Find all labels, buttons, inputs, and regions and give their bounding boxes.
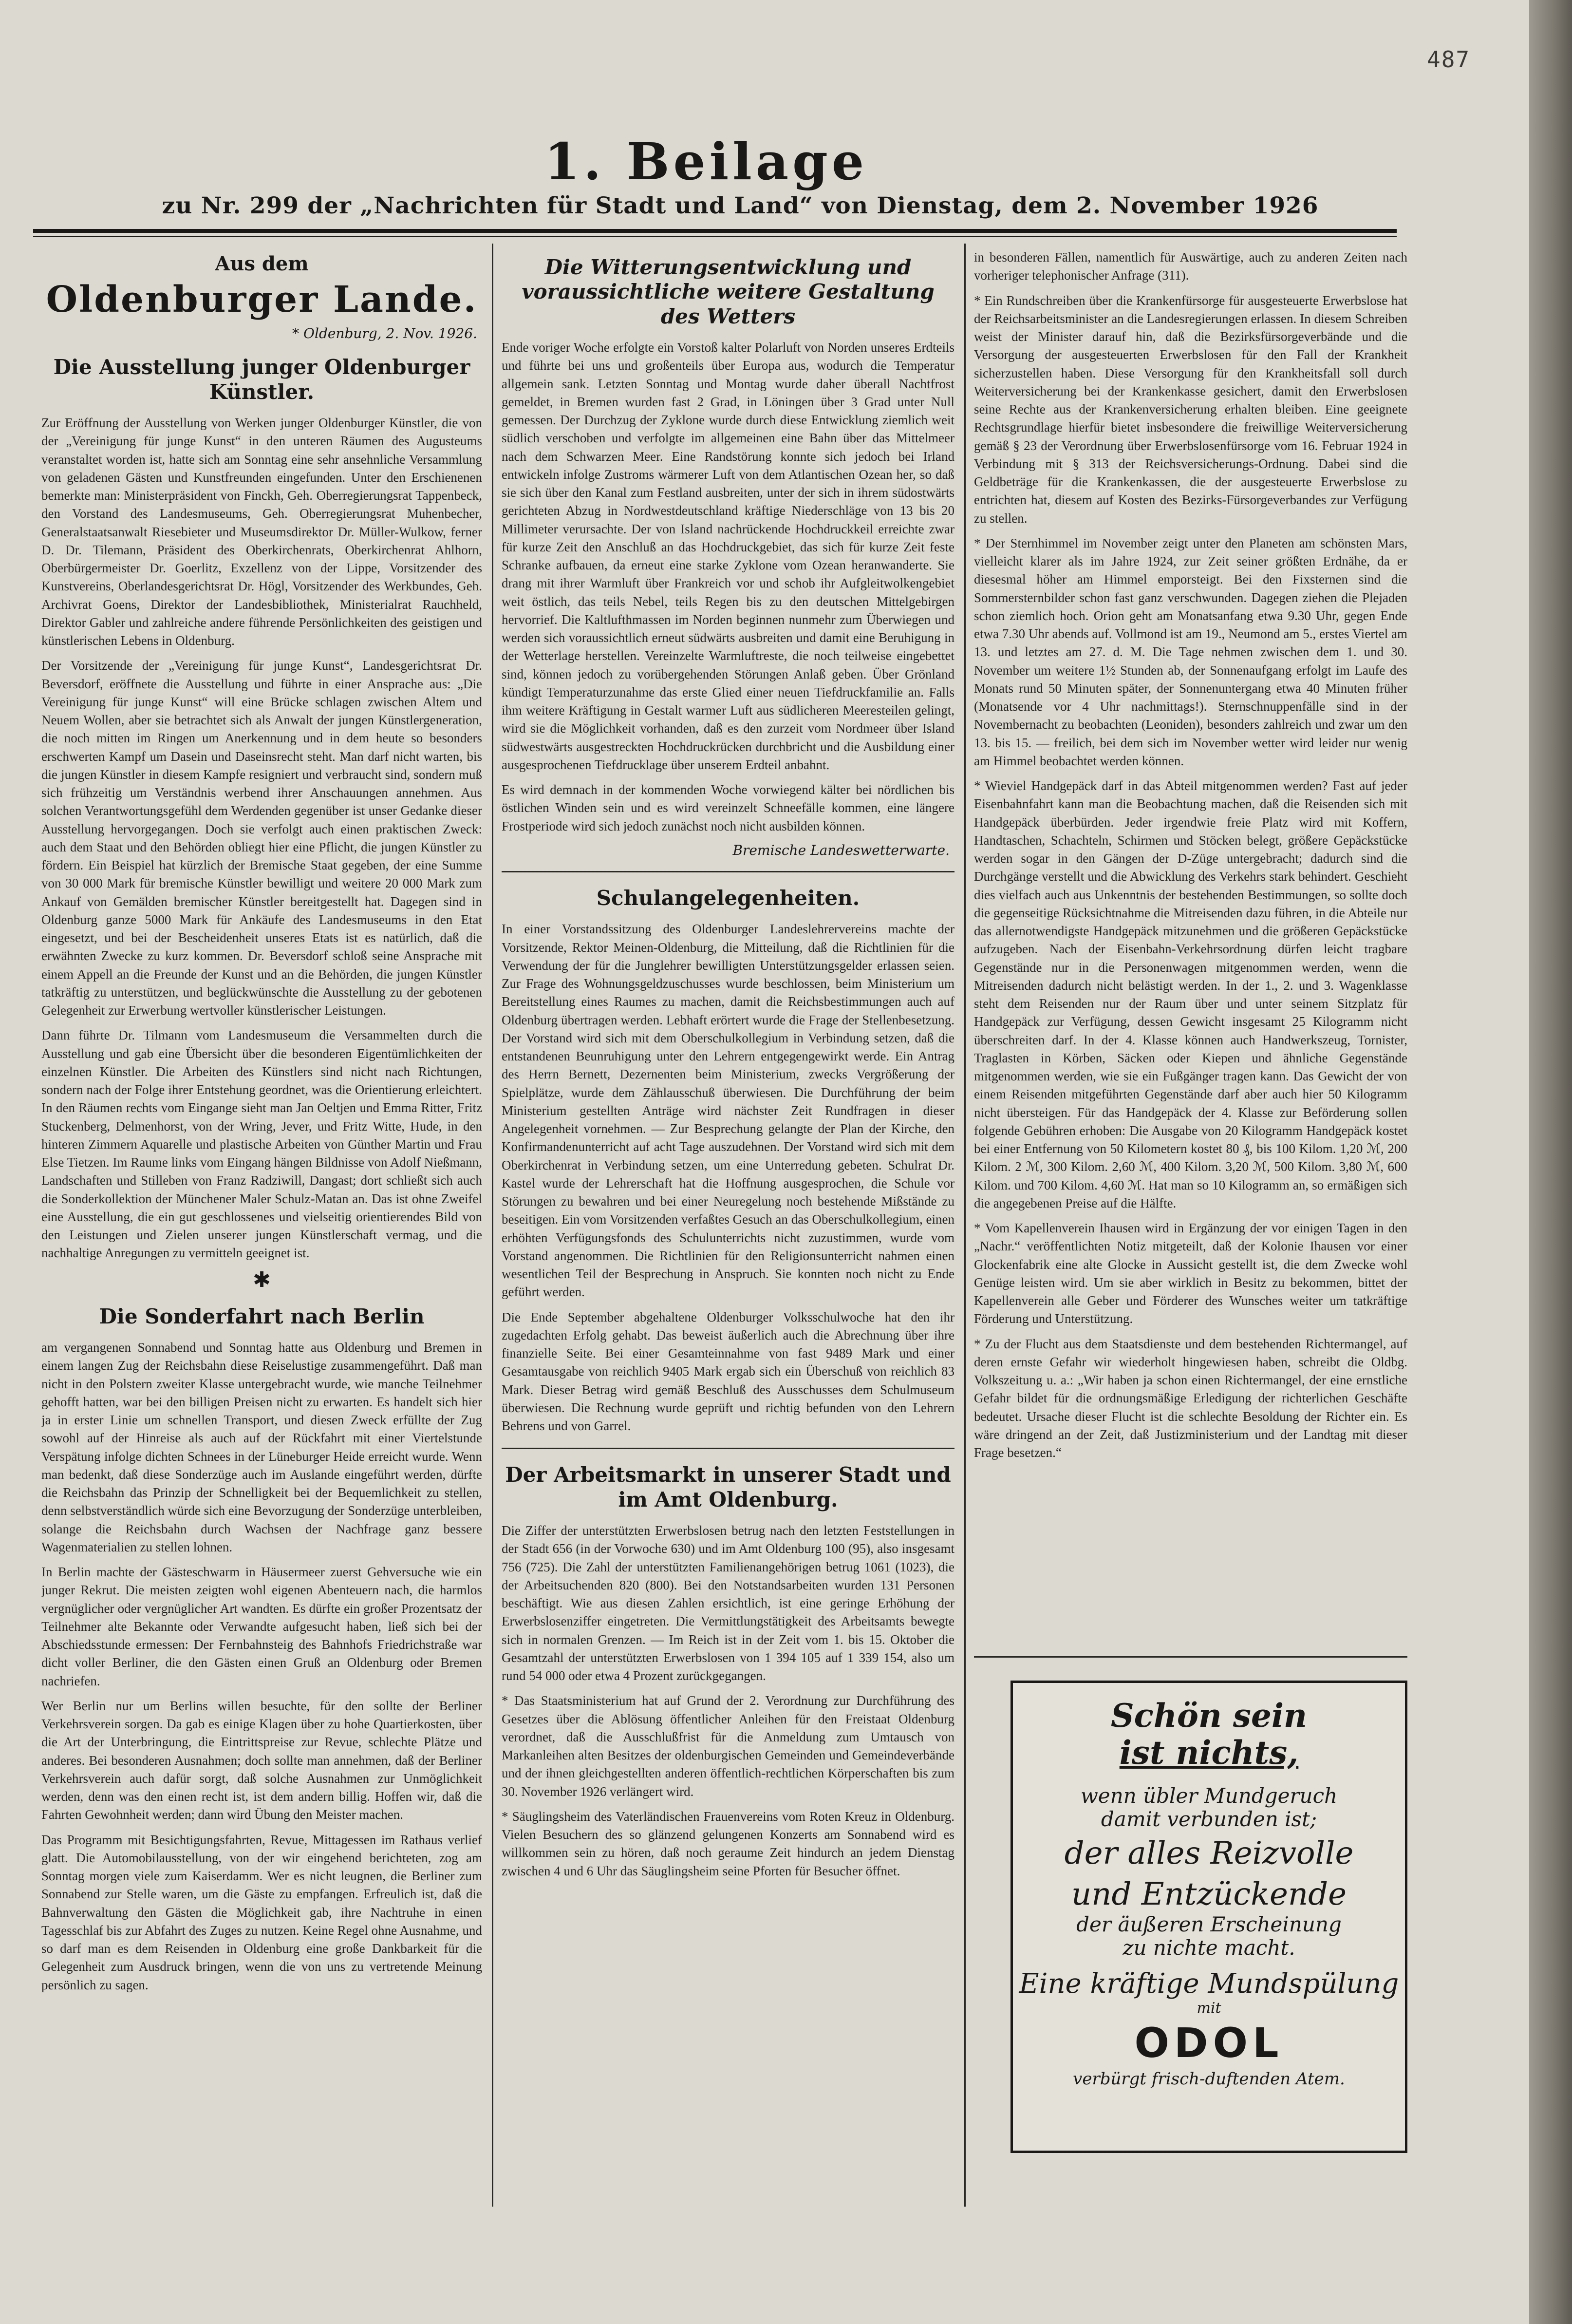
ad-line: und Entzückende	[1071, 1876, 1347, 1912]
column-3	[974, 248, 1407, 1661]
ad-top-rule	[974, 1656, 1407, 1658]
article-paragraph: Das Programm mit Besichtigungsfahrten, Revue, Mittagessen im Rathaus verlief glatt. Die Automobilausstellung, von der wir eingehend berichteten, zog am Sonntag morgen viele zum Kaiserdamm. Wer es nicht leugnen, die Berliner zum Sonnabend zur Stelle waren, um die Gäste zu empfangen. Erfreulich ist, daß die Bahnverwaltung den Gästen die Möglichkeit gab, ihre Nachtruhe in einen Tagesschlaf bis zur Abfahrt des Zuges zu nutzen. Keine Regel ohne Ausnahme, und so darf man es dem Reisenden in Oldenburg eine große Dankbarkeit für die Gelegenheit zum Ausdruck bringen, wenn die von uns zu vertretende Meinung persönlich zu sagen.	[41, 1832, 482, 1992]
article-paragraph: Es wird demnach in der kommenden Woche vorwiegend kälter bei nördlichen bis östlichen Winden sein und es wird vereinzelt Schneefälle kommen, eine längere Frostperiode wird sich jedoch zunächst noch nicht ausbilden können.	[502, 782, 954, 833]
article-separator	[502, 871, 954, 872]
article-paragraph: In einer Vorstandssitzung des Oldenburger Landeslehrervereins machte der Vorsitzende, Rektor Meinen-Oldenburg, die Mitteilung, daß die Richtlinien für die Verwendung der für die Junglehrer bewilligten Unterstützungsgelder erlassen seien. Zur Frage des Wohnungsgeldzuschusses wurde beschlossen, beim Ministerium um Bereitstellung eines Raumes zu machen, damit die Reichsbestimmungen auch auf Oldenburg übertragen werden. Lebhaft erörtert wurde die Frage der Stellenbesetzung. Der Vorstand wird sich mit dem Oberschulkollegium in Verbindung setzen, daß die entstandenen Beunruhigung unter den Lehrern entgegengewirkt werde. Ein Antrag des Herrn Bernett, Dezernenten beim Ministerium, zwecks Vergrößerung der Spielplätze, wurde dem Zählausschuß überwiesen. Die Durchführung der beim Ministerium gestellten Anträge wird nächster Zeit Rundfragen in dieser Angelegenheit vornehmen. — Zur Besprechung gelangte der Plan der Kirche, den Konfirmandenunterricht auf acht Tage auszudehnen. Der Vorstand wird sich mit dem Oberkirchenrat in Verbindung setzen, um eine Unterredung gebeten. Schulrat Dr. Kastel wurde der Lehrerschaft hat die Hoffnung ausgesprochen, die Schule vor Störungen zu bewahren und bei einer Neuregelung noch bestehende Mißstände zu beseitigen. Ein vom Vorsitzenden verfaßtes Gesuch an das Oberschulkollegium, einen erhöhten Verfügungsfonds des Schulunterrichts nicht zuzustimmen, wurde vom Vorstand angenommen. Die Richtlinien für den Religionsunterricht nahmen einen wesentlichen Teil der Besprechung in Anspruch. Sie konnten noch nicht zu Ende geführt werden.	[502, 922, 954, 1300]
ad-line: wenn übler Mundgeruch	[1080, 1783, 1338, 1808]
section-kicker: Aus dem	[215, 252, 309, 275]
ad-line: damit verbunden ist;	[1101, 1807, 1317, 1832]
article-headline: Die Ausstellung junger Oldenburger Künstler.	[53, 355, 470, 404]
ad-line: ist nichts,	[1119, 1733, 1299, 1772]
column-divider	[492, 244, 493, 2207]
ad-line: verbürgt frisch-duftenden Atem.	[1073, 2069, 1345, 2089]
masthead-rule-thin	[33, 236, 1397, 237]
article-paragraph: * Vom Kapellenverein Ihausen wird in Ergänzung der vor einigen Tagen in den „Nachr.“ veröffentlichten Notiz mitgeteilt, daß der Kolonie Ihausen vor einer Glockenfabrik eine alte Glocke in Aussicht gestellt ist, die dem Zwecke wohl Genüge leisten wird. Um sie aber wirklich in Besitz zu bekommen, bittet der Kapellenverein alle Geber und Förderer des Wunsches weiter um tatkräftige Förderung und Unterstützung.	[974, 1221, 1407, 1326]
article-paragraph: Die Ziffer der unterstützten Erwerbslosen betrug nach den letzten Feststellungen in der Stadt 656 (in der Vorwoche 630) und im Amt Oldenburg 100 (95), also insgesamt 756 (725). Die Zahl der unterstützten Familienangehörigen betrug 1061 (1023), die der Arbeitsuchenden 820 (800). Bei den Notstandsarbeiten wurden 131 Personen beschäftigt. Wie aus diesen Zahlen ersichtlich, ist eine geringe Erhöhung der Erwerbslosenziffer eingetreten. Die Vermittlungstätigkeit des Arbeitsamts bewegte sich in normalen Grenzen. — Im Reich ist in der Zeit vom 1. bis 15. Oktober die Gesamtzahl der unterstützten Erwerbslosen von 1 394 105 auf 1 339 154, also um rund 54 000 oder etwa 4 Prozent zurückgegangen.	[502, 1523, 954, 1683]
ad-line: Schön sein	[1110, 1697, 1308, 1735]
ad-line: Eine kräftige Mundspülung	[1019, 1968, 1399, 2000]
ad-line: der äußeren Erscheinung	[1076, 1912, 1342, 1936]
odol-advertisement	[1011, 1681, 1407, 2153]
supplement-title: 1. Beilage	[544, 132, 868, 191]
article-paragraph: * Das Staatsministerium hat auf Grund der 2. Verordnung zur Durchführung des Gesetzes über die Ablösung öffentlicher Anleihen für den Freistaat Oldenburg verordnet, daß die Ausschlußfrist für die Anmeldung zum Umtausch von Markanleihen alten Besitzes der oldenburgischen Gemeinden und Gemeindeverbände und der ihnen gleichgestellten anderen öffentlich-rechtlichen Körperschaften bis zum 30. November 1926 verlängert wird.	[502, 1693, 954, 1799]
article-paragraph: Der Vorsitzende der „Vereinigung für junge Kunst“, Landesgerichtsrat Dr. Beversdorf, eröffnete die Ausstellung und führte in einer Ansprache aus: „Die Vereinigung für junge Kunst“ will eine Brücke schlagen zwischen Altem und Neuem Wollen, aber sie betrachtet sich als Anwalt der jungen Künstlergeneration, die noch mitten im Ringen um Anerkennung und in dem heute so besonders erschwerten Kampf um Dasein und Daseinsrecht steht. Man darf nicht warten, bis die jungen Künstler in diesem Kampfe resigniert und verbraucht sind, sondern muß sich frühzeitig um Verständnis werbend ihrer Anschauungen annehmen. Aus solchen Verantwortungsgefühl dem Werdenden gegenüber ist unser Gedanke dieser Ausstellung hervorgegangen. Doch sie verfolgt auch einen praktischen Zweck: auch dem Staat und den Behörden obliegt hier eine Pflicht, die jungen Künstler zu fördern. Ein Beispiel hat kürzlich der Bremische Staat gegeben, der eine Summe von 30 000 Mark für bremische Künstler bewilligt und weitere 20 000 Mark zum Ankauf von Gemälden bremischer Künstler bereitgestellt hat. Dagegen sind in Oldenburg ganze 5000 Mark für Ankäufe des Landesmuseums in den Etat eingesetzt, und bei der Bescheidenheit unseres Etats ist es natürlich, daß die erwähnten Zwecke zu kurz kommen. Dr. Beversdorf schloß seine Ansprache mit einem Appell an die Freunde der Kunst und an die Behörden, die jungen Künstler tatkräftig zu unterstützen, und beglückwünschte die Ausstellung zu der gebotenen Gelegenheit zur Erwerbung wertvoller künstlerischer Leistungen.	[41, 658, 482, 1018]
article-paragraph: Ende voriger Woche erfolgte ein Vorstoß kalter Polarluft von Norden unseres Erdteils und führte bei uns und großenteils über Europa aus, wodurch die Temperatur allgemein sank. Letzten Sonntag und Montag wurde daher überall Nachtfrost gemeldet, in Bremen wurden fast 2 Grad, in Löningen über 3 Grad unter Null gemessen. Der Durchzug der Zyklone wurde durch diese Entwicklung ziemlich weit südlich verschoben und verfolgte im allgemeinen eine Bahn über das Mittelmeer nach dem Schwarzen Meer. Eine Randstörung konnte sich jedoch bei Irland entwickeln infolge Zustroms wärmerer Luft von dem Atlantischen Ozean her, so daß sie sich über den Kanal zum Festland ausbreiten, unter der sich in ihrem südostwärts gerichteten Abzug in Nordwestdeutschland kräftige Niederschläge von 13 bis 20 Millimeter verursachte. Der von Island nachrückende Hochdruckkeil erreichte zwar für kurze Zeit den Anschluß an das Hochdruckgebiet, das sich für kurze Zeit feste Schranke aufbauen, da erneut eine starke Zyklone vom Ozean heranwanderte. Sie drang mit ihrer Warmluft über Frankreich vor und schob ihr Aufgleitwolkengebiet weit östlich, das teils Nebel, teils Regen bis zu den deutschen Mittelgebirgen hervorrief. Die Kaltlufthmassen im Norden beginnen nunmehr zum Überwiegen und werden sich voraussichtlich erneut südwärts ausbreiten und damit eine Beruhigung in der Wetterlage herstellen. Vereinzelte Warmluftreste, die noch teilweise eingebettet sind, können jedoch zu vorübergehenden Störungen Anlaß geben. Über Grönland kündigt Temperaturzunahme das erste Glied einer neuen Tiefdruckfamilie an. Falls ihm weitere Kräftigung in Gestalt warmer Luft aus südlicheren Meeresteilen gelingt, wird sie die Möglichkeit vorhanden, daß es den zurzeit vom Nordmeer über Island südwestwärts ausgestreckten Hochdruckrücken durchbricht und die Ausbildung einer ausgesprochenen Tiefdrucklage über unserem Erdteil anbahnt.	[502, 340, 954, 772]
column-2	[502, 248, 954, 2207]
ad-line: der alles Reizvolle	[1064, 1835, 1354, 1872]
article-paragraph: * Säuglingsheim des Vaterländischen Frauenvereins vom Roten Kreuz in Oldenburg. Vielen Besuchern des so glänzend gelungenen Konzerts am Sonnabend wird es willkommen sein zu hören, daß noch geraume Zeit hindurch an jedem Dienstag zwischen 4 und 6 Uhr das Säuglingsheim seine Pforten für Besucher öffnet.	[502, 1809, 954, 1878]
dateline: * Oldenburg, 2. Nov. 1926.	[292, 325, 477, 342]
issue-line: zu Nr. 299 der „Nachrichten für Stadt und Land“ von Dienstag, dem 2. November 1926	[162, 192, 1319, 219]
scan-edge	[1529, 0, 1572, 2324]
column-divider	[964, 244, 966, 2207]
article-paragraph: in besonderen Fällen, namentlich für Auswärtige, auch zu anderen Zeiten nach vorheriger telephonischer Anfrage (311).	[974, 250, 1407, 283]
article-paragraph: * Zu der Flucht aus dem Staatsdienste und dem bestehenden Richtermangel, auf deren ernste Gefahr wir wiederholt hingewiesen haben, schreibt die Oldbg. Volkszeitung u. a.: „Wir haben ja schon einen Richtermangel, der eine ernstliche Gefahr bildet für die ordnungsmäßige Erledigung der richterlichen Geschäfte bedeutet. Ursache dieser Flucht ist die schlechte Besoldung der Richter ein. Es wäre dringend an der Zeit, daß Justizministerium und der Landtag mit dieser Frage besetzen.“	[974, 1336, 1407, 1460]
article-separator	[502, 1448, 954, 1449]
article-paragraph: Wer Berlin nur um Berlins willen besuchte, für den sollte der Berliner Verkehrsverein sorgen. Da gab es einige Klagen über zu hohe Quartierkosten, über die Art der Unterbringung, die Eintrittspreise zur Revue, schlechte Plätze und anderes. Bei besonderen Ausnahmen; doch sollte man annehmen, daß der Berliner Verkehrsverein auch dafür sorgt, daß solche Ausnahmen zur Unmöglichkeit werden, denn was den einen recht ist, ist dem andern billig. Hoffen wir, daß die Fahrten Gewohnheit werden; dann wird Übung den Meister machen.	[41, 1698, 482, 1822]
article-paragraph: Die Ende September abgehaltene Oldenburger Volksschulwoche hat den ihr zugedachten Erfolg gehabt. Das beweist äußerlich auch die Abrechnung über ihre finanzielle Seite. Bei einer Gesamteinnahme von fast 9489 Mark und einer Gesamtausgabe von reichlich 9405 Mark ergab sich ein Überschuß von reichlich 83 Mark. Dieser Betrag wird gemäß Beschluß des Ausschusses dem Schulmuseum überwiesen. Die Rechnung wurde geprüft und richtig befunden von den Lehrern Behrens und von Garrel.	[502, 1309, 954, 1434]
article-headline: Der Arbeitsmarkt in unserer Stadt und im Amt Oldenburg.	[505, 1463, 951, 1512]
section-title: Oldenburger Lande.	[46, 279, 478, 321]
article-paragraph: am vergangenen Sonnabend und Sonntag hatte aus Oldenburg und Bremen in einem langen Zug der Reichsbahn diese Reiselustige zusammengeführt. Daß man nicht in den Polstern zweiter Klasse untergebracht wurde, wie manche Teilnehmer gehofft hatten, war bei den billigen Preisen nicht zu erwarten. Es handelt sich hier ja in erster Linie um schnellen Transport, und diesen Zweck erfüllte der Zug sowohl auf der Hinreise als auch auf der Rückfahrt mit einer Viertelstunde Verspätung infolge dichten Schnees in der Lüneburger Heide erreicht wurde. Wenn man bedenkt, daß diese Sonderzüge auch im Auslande eingeführt werden, dürfte die Reichsbahn das Prinzip der Schnelligkeit bei der Bequemlichkeit zu stellen, denn selbstverständlich würde sich eine Bevorzugung der Sonderzüge unterbleiben, solange die Reichsbahn durch Wachsen der Nachfrage ganz bessere Wagenmaterialien zu stellen lohnen.	[41, 1340, 482, 1554]
article-headline: Die Sonderfahrt nach Berlin	[99, 1304, 425, 1328]
column-1	[41, 248, 482, 2207]
ad-line: mit	[1197, 1999, 1221, 2017]
article-byline: Bremische Landeswetterwarte.	[732, 842, 950, 858]
separator-star: ✱	[253, 1267, 271, 1292]
ad-line: zu nichte macht.	[1123, 1935, 1295, 1960]
article-paragraph: Zur Eröffnung der Ausstellung von Werken junger Oldenburger Künstler, die von der „Vereinigung für junge Kunst“ in den unteren Räumen des Augusteums veranstaltet worden ist, hatte sich am Sonntag eine sehr ansehnliche Versammlung von geladenen Gästen und Kunstfreunden eingefunden. Unter den Erschienenen bemerkte man: Ministerpräsident von Finckh, Geh. Oberregierungsrat Tappenbeck, den Vorstand des Landesmuseums, Geh. Oberregierungsrat Muhenbecher, Generalstaatsanwalt Riesebieter und Museumsdirektor Dr. Müller-Wulkow, ferner D. Dr. Tilemann, Präsident des Oberkirchenrats, Oberkirchenrat Ahlhorn, Oberbürgermeister Dr. Goerlitz, Exzellenz von der Lippe, Vorsitzender des Kunstvereins, Oberlandesgerichtsrat Dr. Högl, Vorsitzender des Werkbundes, Geh. Archivrat Goens, Direktor der Landesbibliothek, Ministerialrat Rauchheld, Direktor Gabler und zahlreiche andere führende Persönlichkeiten des geistigen und künstlerischen Lebens in Oldenburg.	[41, 416, 482, 648]
page-number: 487	[1427, 46, 1471, 73]
article-paragraph: Dann führte Dr. Tilmann vom Landesmuseum die Versammelten durch die Ausstellung und gab eine Übersicht über die besonderen Eigentümlichkeiten der einzelnen Künstler. Die Arbeiten des Künstlers sind nicht nach Richtungen, sondern nach der Folge ihrer Entstehung geordnet, was die Orientierung erleichtert. In den Räumen rechts vom Eingange sieht man Jan Oeltjen und Emma Ritter, Fritz Stuckenberg, Delmenhorst, von der Wring, Jever, und Fritz Witte, Hude, in den hinteren Zimmern Aquarelle und plastische Arbeiten von Günther Martin und Frau Else Tietzen. Im Raume links vom Eingang hängen Bildnisse von Adolf Nießmann, Landschaften und Stilleben von Franz Radziwill, Dangast; dort schließt sich auch die Sonderkollektion der Münchener Maler Schulz-Matan an. Das ist ohne Zweifel eine Ausstellung, die ein gut geschlossenes und vielseitig orientierendes Bild von den Leistungen und Zielen unserer jungen Künstlerschaft vermag, und die nachhaltige Anregungen zu vermitteln geeignet ist.	[41, 1028, 482, 1261]
article-headline: Schulangelegenheiten.	[596, 886, 860, 910]
ad-brand: ODOL	[1134, 2019, 1284, 2067]
article-headline: Die Witterungsentwicklung und voraussichtliche weitere Gestaltung des Wetters	[522, 255, 935, 328]
masthead-rule	[33, 229, 1397, 233]
article-paragraph: * Der Sternhimmel im November zeigt unter den Planeten am schönsten Mars, vielleicht klarer als im Jahre 1924, zur Zeit seiner größten Erdnähe, da er diesesmal höher am Himmel emporsteigt. Bei den Fixsternen sind die Sommersternbilder schon fast ganz verschwunden. Dagegen ziehen die Plejaden schon ziemlich hoch. Orion geht am Monatsanfang etwa 9.30 Uhr, gegen Ende etwa 7.30 Uhr abends auf. Vollmond ist am 19., Neumond am 5., erstes Viertel am 13. und letztes am 27. d. M. Die Tage nehmen zwischen dem 1. und 30. November um weitere 1½ Stunden ab, der Sonnenaufgang erfolgt im Laufe des Monats rund 50 Minuten später, der Sonnenuntergang etwa 40 Minuten früher (Monatsende vor 4 Uhr nachmittags!). Sternschnuppenfälle sind in der Novembernacht zu beobachten (Leoniden), besonders zahlreich und zwar um den 13. bis 15. — freilich, bei dem sich im November wetter wird leider nur wenig am Himmel beobachtet werden können.	[974, 535, 1407, 768]
article-paragraph: * Wieviel Handgepäck darf in das Abteil mitgenommen werden? Fast auf jeder Eisenbahnfahrt kann man die Beobachtung machen, daß die Reisenden sich mit Handgepäck überbürden. Jeder irgendwie freie Platz wird mit Koffern, Handtaschen, Schachteln, Schirmen und Stöcken belegt, größere Gepäckstücke werden sogar in den Gängen der D-Züge untergebracht; dadurch sind die Durchgänge verstellt und die Abwicklung des Verkehrs stark behindert. Geschieht dies vielfach auch aus Unkenntnis der bestehenden Bestimmungen, so sollte doch die gegenseitige Rücksichtnahme die Mitreisenden dazu führen, in die Abteile nur das allernotwendigste Handgepäck mitzunehmen und die größeren Gepäckstücke aufzugeben. Nach der Eisenbahn-Verkehrsordnung dürfen leicht tragbare Gegenstände nur in die Personenwagen mitgenommen werden, wenn die Mitreisenden dadurch nicht belästigt werden. In der 1., 2. und 3. Wagenklasse steht dem Reisenden nur der Raum über und unter seinem Sitzplatz für Handgepäck zur Verfügung, dessen Gewicht insgesamt 25 Kilogramm nicht überschreiten darf. In der 4. Klasse können auch Handwerkszeug, Tornister, Traglasten in Körben, Säcken oder Kiepen und ähnliche Gegenstände mitgenommen werden, wie sie ein Fußgänger tragen kann. Das Gewicht der von einem Reisenden mitgeführten Gegenstände darf aber auch hier 50 Kilogramm nicht übersteigen. Für das Handgepäck der 4. Klasse zur Beförderung sollen folgende Gebühren erhoben: Die Ausgabe von 20 Kilogramm Handgepäck kostet bei einer Entfernung von 50 Kilometern kostet 80 ₰, bis 100 Kilom. 1,20 ℳ, 200 Kilom. 2 ℳ, 300 Kilom. 2,60 ℳ, 400 Kilom. 3,20 ℳ, 500 Kilom. 3,80 ℳ, 600 Kilom. und 700 Kilom. 4,60 ℳ. Hat man so 10 Kilogramm an, so ermäßigen sich die angegebenen Preise auf die Hälfte.	[974, 778, 1407, 1210]
article-paragraph: * Ein Rundschreiben über die Krankenfürsorge für ausgesteuerte Erwerbslose hat der Reichsarbeitsminister an die Landesregierungen erlassen. In diesem Schreiben weist der Minister darauf hin, daß die Bezirksfürsorgeverbände und die Versorgung der ausgesteuerten Erwerbslosen für den Fall der Krankheit sicherzustellen haben. Diese Versorgung für den Krankheitsfall soll durch Weiterversicherung bei der Krankenkasse gesichert, damit den Erwerbslosen seine Rechte aus der Krankenversicherung erhalten bleiben. Eine geeignete Rechtsgrundlage hierfür bietet insbesondere die freiwillige Weiterversicherung gemäß § 23 der Verordnung über Erwerbslosenfürsorge vom 16. Februar 1924 in Verbindung mit § 313 der Reichsversicherungs-Ordnung. Dabei sind die Geldbeträge für die Krankenkassen, die der ausgesteuerte Erwerbslose zu entrichten hat, diesem auf Kosten des Bezirks-Fürsorgeverbandes zur Verfügung zu stellen.	[974, 293, 1407, 526]
article-paragraph: In Berlin machte der Gästeschwarm in Häusermeer zuerst Gehversuche wie ein junger Rekrut. Die meisten zeigten wohl eigenen Abenteuern nach, die harmlos vergnüglicher oder vergnüglicher Art wandten. Es dürfte ein großer Prozentsatz der Teilnehmer alte Bekannte oder Verwandte aufgesucht haben, ließ sich bei der Abschiedsstunde ermessen: Der Fernbahnsteig des Bahnhofs Friedrichstraße war dicht voller Berliner, die den Gästen einen Gruß an Oldenburg oder Bremen nachriefen.	[41, 1565, 482, 1688]
